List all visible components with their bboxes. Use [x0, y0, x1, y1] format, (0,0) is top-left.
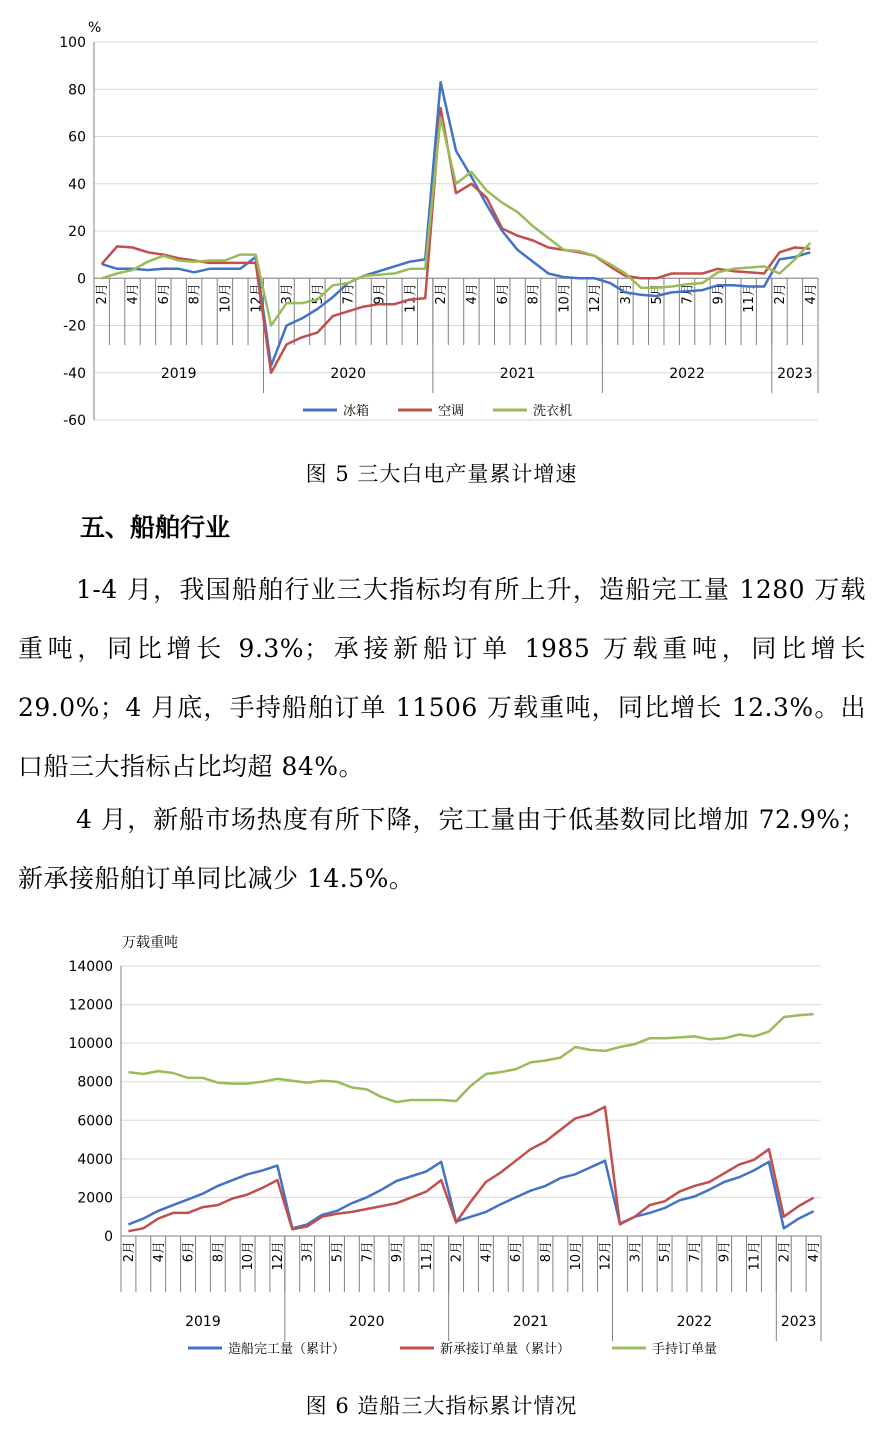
year-label: 2022	[669, 366, 705, 382]
year-label: 2023	[777, 366, 813, 382]
gridlines	[121, 966, 821, 1236]
x-tick-label: 7月	[360, 1241, 376, 1263]
series-line	[128, 1161, 813, 1229]
x-tick-label: 8月	[211, 1241, 227, 1263]
x-tick-label: 6月	[495, 283, 511, 305]
x-axis	[121, 1236, 822, 1341]
x-tick-label: 4月	[126, 283, 142, 305]
legend	[303, 403, 572, 419]
y-tick-label: 0	[77, 271, 86, 288]
x-tick-label: 2月	[434, 283, 450, 305]
y-tick-label: -20	[63, 318, 86, 335]
legend-label: 造船完工量（累计）	[228, 1342, 346, 1357]
x-tick-label: 6月	[181, 1241, 197, 1263]
x-tick-label: 11月	[403, 283, 419, 313]
y-tick-label: -40	[63, 365, 86, 382]
series-line	[102, 82, 811, 366]
x-tick-label: 8月	[526, 283, 542, 305]
series-lines	[102, 82, 811, 373]
x-tick-label: 11月	[747, 1241, 763, 1271]
x-tick-label: 2月	[95, 283, 111, 305]
x-tick-label: 10月	[557, 283, 573, 313]
y-tick-label: 10000	[68, 1036, 113, 1053]
y-tick-label: 12000	[68, 997, 113, 1014]
x-tick-label: 2月	[449, 1241, 465, 1263]
x-tick-label: 10月	[241, 1241, 257, 1271]
y-tick-label: 2000	[77, 1190, 113, 1207]
gridlines	[94, 42, 818, 420]
x-tick-label: 9月	[372, 283, 388, 305]
y-tick-label: 80	[68, 82, 86, 99]
year-label: 2019	[185, 1314, 221, 1330]
x-tick-label: 11月	[419, 1241, 435, 1271]
year-label: 2019	[160, 366, 197, 382]
figure-caption: 图 5 三大白电产量累计增速	[305, 462, 578, 486]
y-tick-label: 100	[59, 35, 86, 51]
x-tick-label: 10月	[568, 1241, 584, 1271]
year-label: 2020	[330, 366, 366, 382]
x-tick-label: 9月	[390, 1241, 406, 1263]
x-tick-label: 2月	[777, 1241, 793, 1263]
x-tick-label: 7月	[687, 1241, 703, 1263]
x-tick-label: 3月	[628, 1241, 644, 1263]
paragraph: 1-4 月，我国船舶行业三大指标均有所上升，造船完工量 1280 万载重吨，同比增长 9.3%；承接新船订单 1985 万载重吨，同比增长 29.0%；4 月底，手持船舶订单 11506 万载重吨，同比增长 12.3%。出口船三大指标占比均超 84%。	[18, 575, 866, 781]
x-tick-label: 8月	[539, 1241, 555, 1263]
legend-label: 空调	[438, 404, 465, 419]
chart-output-growth	[0, 0, 883, 450]
x-tick-label: 3月	[300, 1241, 316, 1263]
x-tick-label: 5月	[649, 283, 665, 305]
x-tick-label: 12月	[598, 1241, 614, 1271]
year-label: 2022	[676, 1314, 713, 1330]
x-tick-label: 8月	[187, 283, 203, 305]
y-tick-label: 14000	[68, 959, 113, 975]
x-tick-label: 11月	[742, 283, 758, 313]
x-tick-label: 5月	[330, 1241, 346, 1263]
x-tick-label: 12月	[588, 283, 604, 313]
x-tick-label: 9月	[711, 283, 727, 305]
x-tick-label: 12月	[270, 1241, 286, 1271]
y-unit-label: 万载重吨	[122, 935, 178, 951]
y-unit-label: %	[88, 20, 102, 36]
series-line	[128, 1014, 813, 1102]
section-title: 五、船舶行业	[80, 513, 231, 542]
x-tick-label: 2月	[121, 1241, 137, 1263]
x-tick-label: 12月	[249, 283, 265, 313]
legend-label: 洗衣机	[533, 404, 573, 419]
x-tick-label: 10月	[218, 283, 234, 313]
y-tick-label: 40	[68, 176, 86, 193]
x-tick-label: 4月	[807, 1241, 823, 1263]
x-tick-label: 6月	[509, 1241, 525, 1263]
series-line	[128, 1107, 813, 1231]
legend	[188, 1341, 717, 1357]
y-tick-label: 8000	[77, 1074, 113, 1091]
legend-label: 冰箱	[343, 404, 370, 419]
year-label: 2020	[348, 1314, 385, 1330]
y-tick-label: 20	[68, 224, 86, 240]
x-tick-label: 3月	[280, 283, 296, 305]
y-tick-label: 6000	[77, 1113, 113, 1130]
chart-shipbuilding-indicators	[0, 925, 883, 1375]
x-tick-label: 7月	[341, 283, 357, 305]
x-tick-label: 4月	[479, 1241, 495, 1263]
x-tick-label: 5月	[310, 283, 326, 305]
series-lines	[128, 1014, 813, 1231]
x-tick-label: 7月	[680, 283, 696, 305]
x-axis	[94, 278, 819, 393]
x-tick-label: 6月	[156, 283, 172, 305]
x-tick-label: 2月	[773, 283, 789, 305]
paragraph: 4 月，新船市场热度有所下降，完工量由于低基数同比增加 72.9%；新承接船舶订单同比减少 14.5%。	[18, 805, 866, 893]
figure-caption: 图 6 造船三大指标累计情况	[305, 1394, 578, 1418]
x-tick-label: 3月	[618, 283, 634, 305]
y-tick-label: -60	[63, 413, 86, 429]
legend-label: 新承接订单量（累计）	[440, 1342, 571, 1357]
year-label: 2021	[512, 1314, 549, 1330]
y-tick-labels	[59, 35, 86, 429]
x-tick-label: 4月	[803, 283, 819, 305]
x-tick-label: 5月	[658, 1241, 674, 1263]
y-tick-label: 60	[68, 129, 86, 146]
x-tick-label: 4月	[151, 1241, 167, 1263]
y-tick-label: 0	[104, 1229, 113, 1245]
y-tick-labels	[68, 959, 113, 1245]
x-tick-label: 4月	[464, 283, 480, 305]
year-label: 2023	[780, 1314, 817, 1330]
legend-label: 手持订单量	[652, 1342, 718, 1357]
y-tick-label: 4000	[77, 1151, 113, 1168]
year-label: 2021	[499, 366, 536, 382]
x-tick-label: 9月	[717, 1241, 733, 1263]
